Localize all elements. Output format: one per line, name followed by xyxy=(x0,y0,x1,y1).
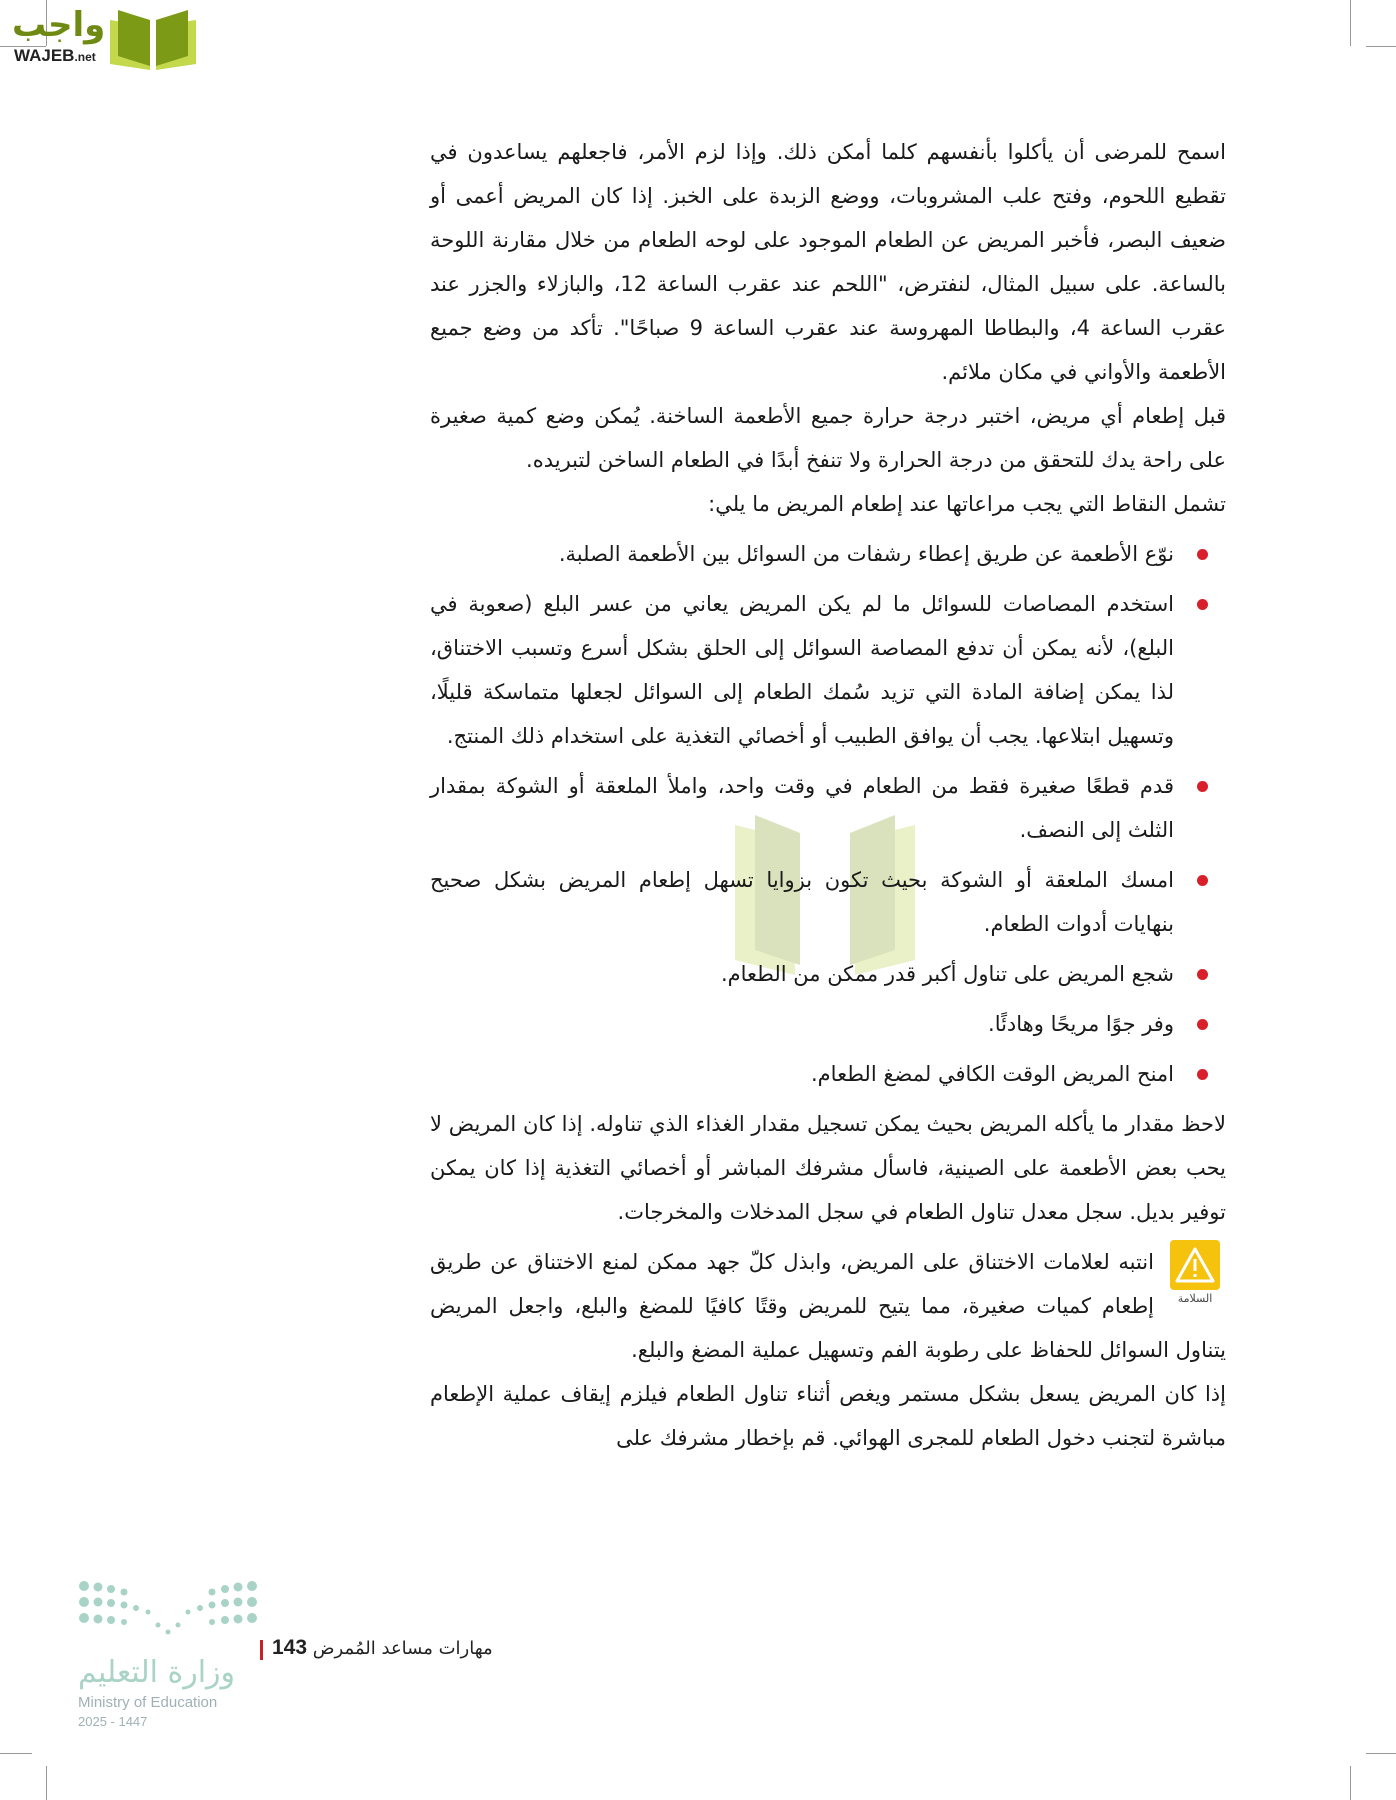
crop-mark xyxy=(0,1753,32,1754)
warning-icon xyxy=(1170,1240,1220,1290)
paragraph: لاحظ مقدار ما يأكله المريض بحيث يمكن تسجيل مقدار الغذاء الذي تناوله. إذا كان المريض لا يحب بعض الأطعمة على الصينية، فاسأل مشرفك المباشر أو أخصائي التغذية إذا كان يمكن توفير بديل. سجل معدل تناول الطعام في سجل المدخلات والمخرجات. xyxy=(430,1112,1226,1224)
crop-mark xyxy=(46,1766,47,1800)
list-item: استخدم المصاصات للسوائل ما لم يكن المريض يعاني من عسر البلع (صعوبة في البلع)، لأنه يمكن أن تدفع المصاصة السوائل إلى الحلق بشكل أسرع وتسبب الاختناق، لذا يمكن إضافة المادة التي تزيد سُمك الطعام إلى السوائل لجعلها متماسكة قليلًا، وتسهيل ابتلاعها. يجب أن يوافق الطبيب أو أخصائي التغذية على استخدام ذلك المنتج. xyxy=(430,582,1174,758)
ministry-logo-dots xyxy=(78,1580,258,1640)
paragraph: اسمح للمرضى أن يأكلوا بأنفسهم كلما أمكن ذلك. وإذا لزم الأمر، فاجعلهم يساعدون في تقطيع اللحوم، وفتح علب المشروبات، ووضع الزبدة على الخبز. إذا كان المريض أعمى أو ضعيف البصر، فأخبر المريض عن الطعام الموجود على لوحه الطعام من خلال مقارنة اللوحة بالساعة. على سبيل المثال، لنفترض، "اللحم عند عقرب الساعة 12، والبازلاء والجزر عند عقرب الساعة 4، والبطاطا المهروسة عند عقرب الساعة 9 صباحًا". تأكد من وضع جميع الأطعمة والأواني في مكان ملائم. xyxy=(430,140,1227,384)
wajeb-logo xyxy=(10,4,190,68)
footer-book-title: مهارات مساعد المُمرض 143 xyxy=(272,1636,493,1659)
bullet-icon xyxy=(1197,599,1208,610)
crop-mark xyxy=(1366,1753,1396,1754)
safety-label: السلامة xyxy=(1177,1292,1213,1305)
list-item: شجع المريض على تناول أكبر قدر ممكن من الطعام. xyxy=(430,952,1174,996)
book-icon xyxy=(108,8,198,70)
logo-english: WAJEB.net xyxy=(14,46,96,65)
bullet-icon xyxy=(1197,549,1208,560)
body-text xyxy=(430,130,1226,1460)
list-item: امسك الملعقة أو الشوكة بحيث تكون بزوايا تسهل إطعام المريض بشكل صحيح بنهايات أدوات الطعام. xyxy=(430,858,1174,946)
crop-mark xyxy=(1350,0,1351,46)
bullet-icon xyxy=(1197,1069,1208,1080)
paragraph: تشمل النقاط التي يجب مراعاتها عند إطعام المريض ما يلي: xyxy=(708,492,1226,516)
list-item: نوّع الأطعمة عن طريق إعطاء رشفات من السوائل بين الأطعمة الصلبة. xyxy=(430,532,1174,576)
bullet-icon xyxy=(1197,781,1208,792)
footer-divider xyxy=(260,1640,263,1660)
bullet-icon xyxy=(1197,1019,1208,1030)
safety-note xyxy=(430,1240,1226,1372)
ministry-year: 2025 - 1447 xyxy=(78,1714,148,1729)
ministry-name-english: Ministry of Education xyxy=(78,1694,218,1711)
crop-mark xyxy=(1366,46,1396,47)
bullet-icon xyxy=(1197,875,1208,886)
safety-badge xyxy=(1164,1240,1226,1318)
bullet-icon xyxy=(1197,969,1208,980)
list-item: قدم قطعًا صغيرة فقط من الطعام في وقت واحد، واملأ الملعقة أو الشوكة بمقدار الثلث إلى النصف. xyxy=(430,764,1174,852)
ministry-name-arabic: وزارة التعليم xyxy=(78,1655,236,1690)
paragraph: قبل إطعام أي مريض، اختبر درجة حرارة جميع الأطعمة الساخنة. يُمكن وضع كمية صغيرة على راحة يدك للتحقق من درجة الحرارة ولا تنفخ أبدًا في الطعام الساخن لتبريده. xyxy=(430,404,1226,472)
safety-text: انتبه لعلامات الاختناق على المريض، وابذل كلّ جهد ممكن لمنع الاختناق عن طريق إطعام كميات صغيرة، مما يتيح للمريض وقتًا كافيًا للمضغ والبلع، واجعل المريض يتناول السوائل للحفاظ على رطوبة الفم وتسهيل عملية المضغ والبلع. xyxy=(430,1250,1226,1362)
list-item: امنح المريض الوقت الكافي لمضغ الطعام. xyxy=(430,1052,1174,1096)
crop-mark xyxy=(1350,1766,1351,1800)
feeding-points-list xyxy=(430,532,1226,1096)
paragraph: إذا كان المريض يسعل بشكل مستمر ويغص أثناء تناول الطعام فيلزم إيقاف عملية الإطعام مباشرة لتجنب دخول الطعام للمجرى الهوائي. قم بإخطار مشرفك على xyxy=(430,1382,1226,1450)
logo-arabic: واجب xyxy=(12,5,106,45)
page-number: 143 xyxy=(272,1636,308,1659)
list-item: وفر جوًا مريحًا وهادئًا. xyxy=(430,1002,1174,1046)
